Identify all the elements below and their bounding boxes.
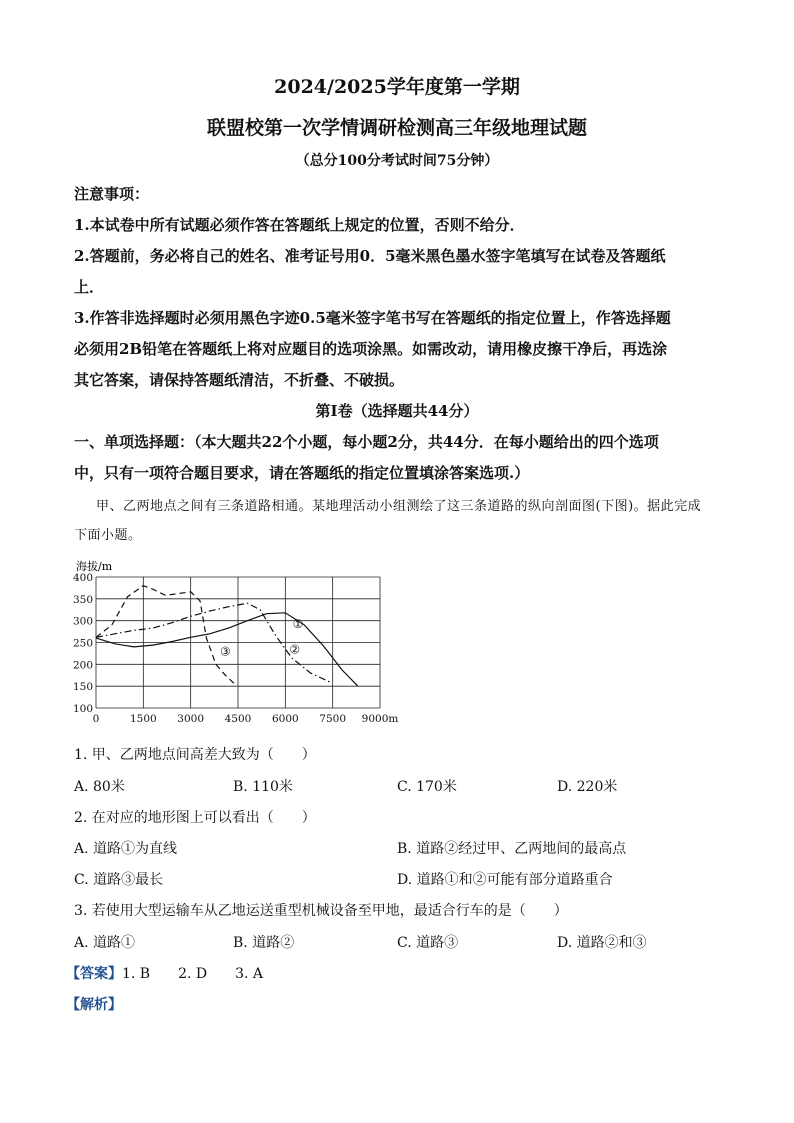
x-tick-label: 4500 <box>224 713 252 725</box>
x-tick-label: 6000 <box>271 713 299 725</box>
q2-option-b: B. 道路②经过甲、乙两地间的最高点 <box>397 841 627 857</box>
question-1-stem: 1. 甲、乙两地点间高差大致为（ ） <box>74 747 316 763</box>
series-line-3 <box>96 586 235 684</box>
intro-line2: 下面小题。 <box>74 528 142 543</box>
question-3-stem: 3. 若使用大型运输车从乙地运送重型机械设备至甲地，最适合行车的是（ ） <box>74 903 568 919</box>
series-labels-group <box>220 617 303 659</box>
y-tick-label: 300 <box>72 615 93 628</box>
note-1: 1.本试卷中所有试题必须作答在答题纸上规定的位置，否则不给分． <box>74 216 525 234</box>
note-2-line2: 上． <box>74 278 105 296</box>
part1-heading-line1: 一、单项选择题：（本大题共22个小题，每小题2分，共44分．在每小题给出的四个选项 <box>74 433 659 451</box>
y-tick-label: 250 <box>72 637 93 650</box>
x-tick-label: 7500 <box>319 713 347 725</box>
q1-option-a: A. 80米 <box>74 779 125 795</box>
chart-ticks-group <box>73 572 398 725</box>
exam-title: 联盟校第一次学情调研检测高三年级地理试题 <box>206 117 587 139</box>
y-tick-label: 100 <box>72 703 93 715</box>
q2-option-c: C. 道路③最长 <box>74 872 164 888</box>
chart-series-group <box>96 586 358 687</box>
part1-heading-line2: 中，只有一项符合题目要求，请在答题纸的指定位置填涂答案选项.） <box>74 464 530 482</box>
volume-heading: 第Ⅰ卷（选择题共44分） <box>315 402 479 420</box>
y-tick-label: 200 <box>72 659 93 672</box>
note-3-line2: 必须用2B铅笔在答题纸上将对应题目的选项涂黑。如需改动，请用橡皮擦干净后，再选涂 <box>74 340 668 358</box>
y-tick-label: 350 <box>72 593 93 606</box>
intro-line1: 甲、乙两地点之间有三条道路相通。某地理活动小组测绘了这三条道路的纵向剖面图(下图)。据此完成 <box>96 499 702 514</box>
series-label-1: ① <box>292 617 304 632</box>
x-tick-label: 1500 <box>129 713 157 725</box>
note-3-line3: 其它答案，请保持答题纸清洁，不折叠、不破损。 <box>74 371 405 389</box>
series-label-3: ③ <box>219 644 231 659</box>
answer-text: 1. B 2. D 3. A <box>122 966 264 982</box>
x-tick-label: 9000m <box>361 713 399 725</box>
q3-option-d: D. 道路②和③ <box>557 935 647 951</box>
notes-heading: 注意事项： <box>74 185 150 203</box>
exam-info: （总分100分考试时间75分钟） <box>295 153 499 169</box>
q1-option-b: B. 110米 <box>233 779 293 795</box>
answer-tag: 【答案】 <box>66 966 122 982</box>
y-axis-label: 海拔/m <box>76 560 113 573</box>
y-tick-label: 150 <box>72 681 93 694</box>
x-tick-label: 3000 <box>177 713 205 725</box>
analysis-tag: 【解析】 <box>66 997 122 1013</box>
x-tick-label: 0 <box>92 713 100 725</box>
q1-option-d: D. 220米 <box>557 779 618 795</box>
note-2-line1: 2.答题前，务必将自己的姓名、准考证号用0．5毫米黑色墨水签字笔填写在试卷及答题纸 <box>74 247 666 265</box>
answer-line <box>66 963 263 983</box>
y-tick-label: 400 <box>72 572 93 584</box>
note-3-line1: 3.作答非选择题时必须用黑色字迹0.5毫米签字笔书写在答题纸的指定位置上，作答选择题 <box>74 309 671 327</box>
q3-option-a: A. 道路① <box>74 935 136 951</box>
q3-option-c: C. 道路③ <box>397 935 459 951</box>
q2-option-a: A. 道路①为直线 <box>74 841 178 857</box>
question-2-stem: 2. 在对应的地形图上可以看出（ ） <box>74 810 316 826</box>
q1-option-c: C. 170米 <box>397 779 457 795</box>
analysis-line <box>66 994 122 1014</box>
q2-option-d: D. 道路①和②可能有部分道路重合 <box>397 872 613 888</box>
chart-grid <box>96 577 380 708</box>
series-label-2: ② <box>289 642 301 657</box>
exam-term-title: 2024/2025学年度第一学期 <box>274 76 520 98</box>
elevation-profile-chart <box>66 556 416 728</box>
q3-option-b: B. 道路② <box>233 935 295 951</box>
